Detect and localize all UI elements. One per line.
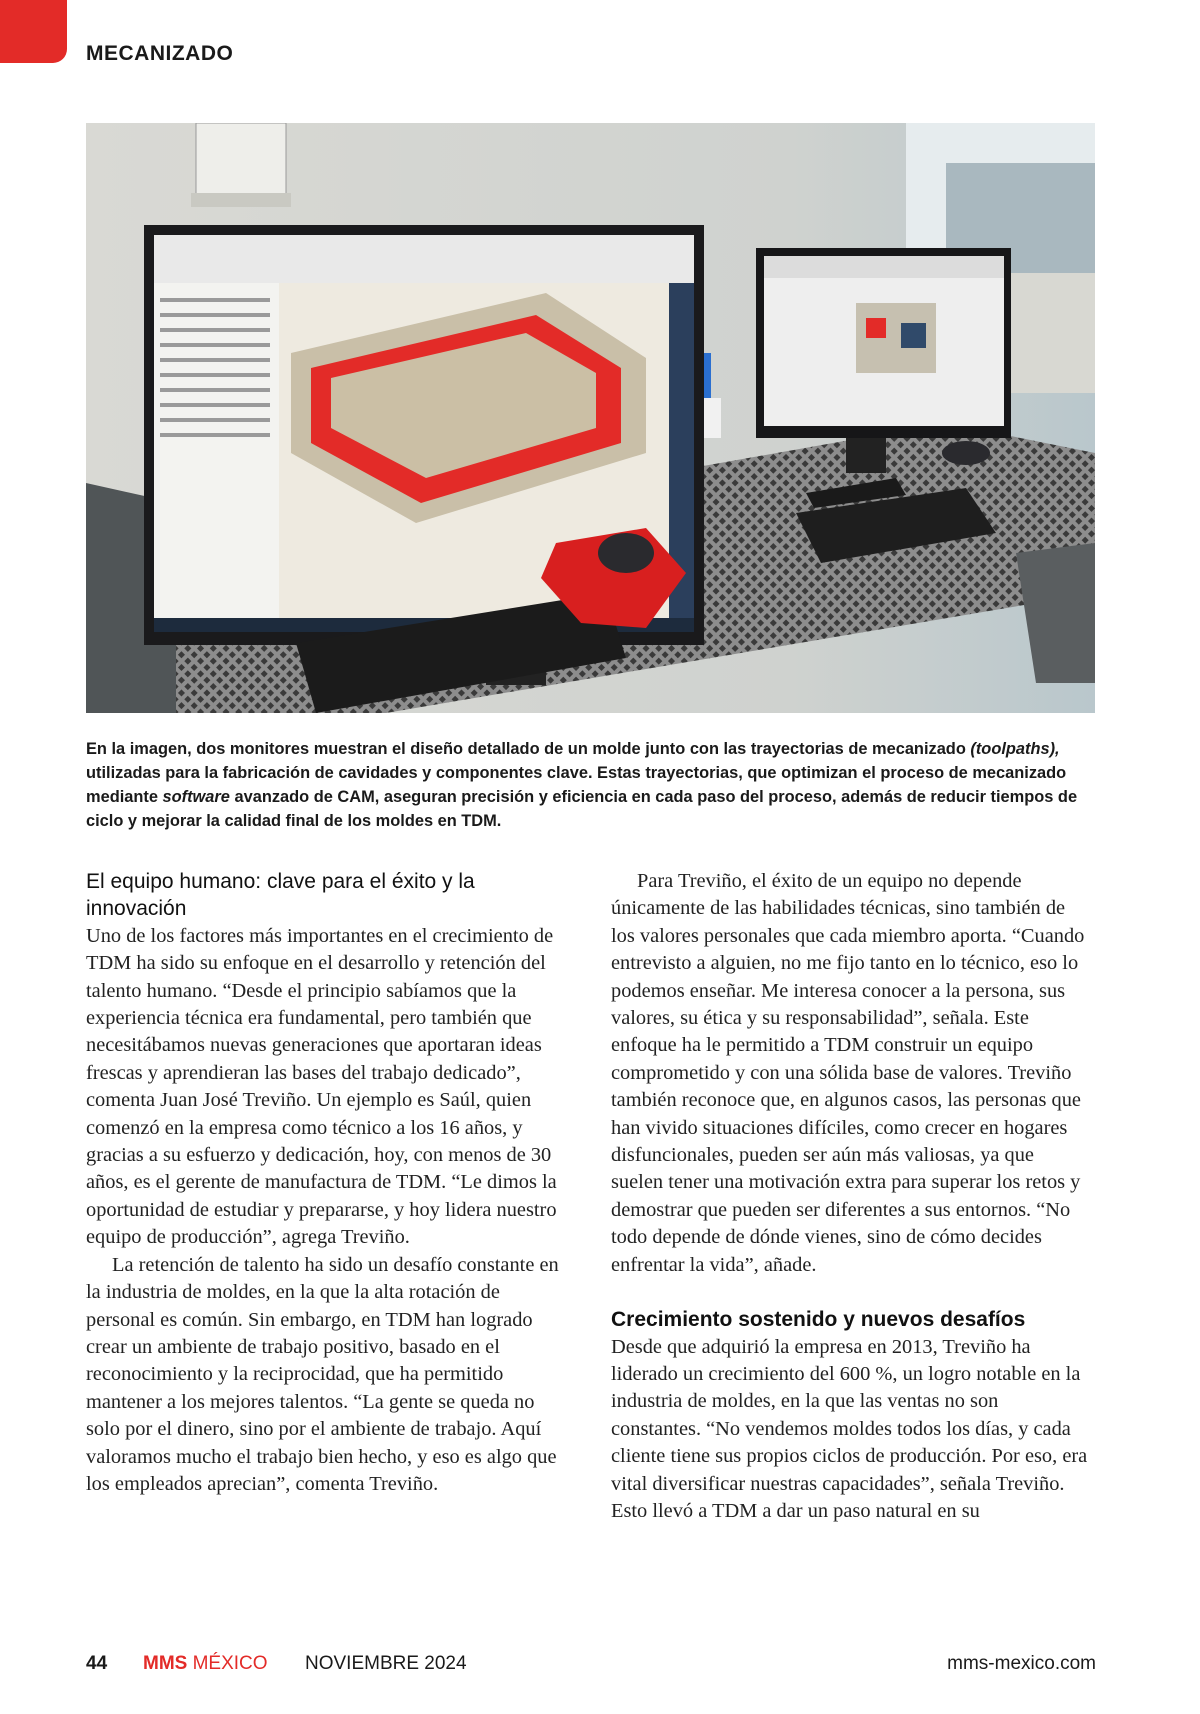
- corner-tab: [0, 0, 67, 63]
- caption-text: avanzado de CAM, aseguran precisión y eficiencia en cada paso del proceso, además de reducir tiempos de ciclo y mejorar la calidad final de los moldes en TDM.: [86, 788, 1078, 830]
- caption-italic-software: software: [162, 788, 230, 806]
- article-paragraph: Esto llevó a TDM a dar un paso natural en su: [611, 1499, 980, 1522]
- article-paragraph: Desde que adquirió la empresa en 2013, Treviño ha liderado un crecimiento del 600 %, un logro notable en la industria de moldes, en la que las ventas no son constantes. “No vendemos moldes todos los días, y cada cliente tiene sus propios ciclos de producción. Por eso, era vital diversificar nuestras capacidades”, señala Treviño.: [611, 1335, 1088, 1495]
- photo-caption: [86, 737, 1101, 833]
- page-footer: [86, 1653, 1096, 1683]
- article-paragraph: La retención de talento ha sido un desafío constante en la industria de moldes, en la que la alta rotación de personal es común. Sin embargo, en TDM han logrado crear un ambiente de trabajo positivo, basado en el reconocimiento y la reciprocidad, que ha permitido mantener a los mejores talentos. “La gente se queda no solo por el dinero, sino por el ambiente de trabajo. Aquí valoramos mucho el trabajo bien hecho, y eso es algo que los empleados aprecian”, comenta Treviño.: [86, 1253, 559, 1495]
- section-heading: El equipo humano: clave para el éxito y la innovación: [86, 870, 475, 921]
- brand-country: MÉXICO: [192, 1653, 268, 1674]
- magazine-brand: [143, 1653, 268, 1675]
- caption-text: utilizadas para la fabricación de cavidades y componentes clave. Estas trayectorias, que optimizan el proceso de mecanizado mediante: [86, 764, 1067, 806]
- brand-mms: MMS: [143, 1653, 188, 1674]
- issue-date: NOVIEMBRE 2024: [305, 1653, 467, 1674]
- photo-illustration: [86, 123, 1095, 713]
- page-number: 44: [86, 1653, 108, 1674]
- website-link[interactable]: mms-mexico.com: [947, 1653, 1096, 1674]
- section-label: MECANIZADO: [86, 42, 234, 65]
- caption-text: En la imagen, dos monitores muestran el diseño detallado de un molde junto con las trayectorias de mecanizado: [86, 740, 971, 758]
- article-photo: [86, 123, 1095, 713]
- article-column-right: [611, 868, 1091, 1525]
- article-paragraph: Uno de los factores más importantes en el crecimiento de TDM ha sido su enfoque en el desarrollo y retención del talento humano. “Desde el principio sabíamos que la experiencia técnica era fundamental, pero también que necesitábamos nuevas generaciones que aportaran ideas frescas y aprendieran las bases del trabajo dedicado”, comenta Juan José Treviño. Un ejemplo es Saúl, quien comenzó en la empresa como técnico a los 16 años, y gracias a su esfuerzo y dedicación, hoy, con menos de 30 años, es el gerente de manufactura de TDM. “Le dimos la oportunidad de estudiar y prepararse, y hoy lidera nuestro equipo de producción”, agrega Treviño.: [86, 924, 557, 1249]
- caption-italic-toolpaths: (toolpaths),: [970, 740, 1060, 758]
- article-column-left: [86, 868, 566, 1498]
- article-paragraph: Para Treviño, el éxito de un equipo no depende únicamente de las habilidades técnicas, sino también de los valores personales que cada miembro aporta. “Cuando entrevisto a alguien, no me fijo tanto en lo técnico, eso lo podemos enseñar. Me interesa conocer a la persona, sus valores, su ética y su responsabilidad”, señala. Este enfoque ha le permitido a TDM construir un equipo comprometido y con una sólida base de valores. Treviño también reconoce que, en algunos casos, las personas que han vivido situaciones difíciles, como crecer en hogares disfuncionales, pueden ser aún más valiosas, ya que suelen tener una motivación extra para superar los retos y demostrar que pueden ser diferentes a sus entornos. “No todo depende de dónde vienes, sino de cómo decides enfrentar la vida”, añade.: [611, 870, 1085, 1276]
- section-heading: Crecimiento sostenido y nuevos desafíos: [611, 1308, 1026, 1332]
